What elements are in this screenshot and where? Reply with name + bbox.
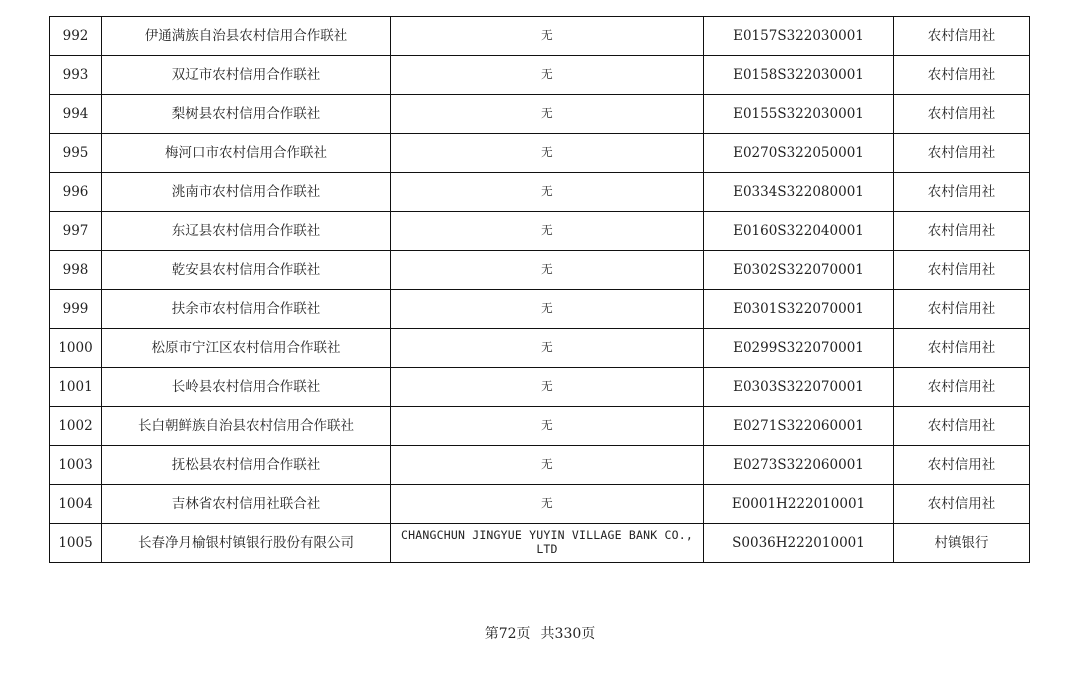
table-row	[50, 290, 1030, 329]
institution-name-cell: 双辽市农村信用合作联社	[102, 56, 391, 95]
institution-code-cell: E0299S322070001	[704, 329, 894, 368]
institution-code-cell: E0001H222010001	[704, 485, 894, 524]
table-row	[50, 368, 1030, 407]
english-name-cell: 无	[391, 173, 704, 212]
institution-type-cell: 农村信用社	[894, 446, 1030, 485]
table-row	[50, 524, 1030, 563]
institution-type-cell: 村镇银行	[894, 524, 1030, 563]
english-name-cell: CHANGCHUN JINGYUE YUYIN VILLAGE BANK CO., LTD	[391, 524, 704, 563]
institution-name-cell: 长岭县农村信用合作联社	[102, 368, 391, 407]
institution-name-cell: 东辽县农村信用合作联社	[102, 212, 391, 251]
institution-code-cell: E0271S322060001	[704, 407, 894, 446]
institution-name-cell: 梨树县农村信用合作联社	[102, 95, 391, 134]
institution-type-cell: 农村信用社	[894, 329, 1030, 368]
institution-type-cell: 农村信用社	[894, 407, 1030, 446]
table-row	[50, 173, 1030, 212]
row-number-cell: 994	[50, 95, 102, 134]
institution-code-cell: E0270S322050001	[704, 134, 894, 173]
english-name-cell: 无	[391, 134, 704, 173]
institution-code-cell: E0303S322070001	[704, 368, 894, 407]
institution-type-cell: 农村信用社	[894, 56, 1030, 95]
institution-code-cell: E0160S322040001	[704, 212, 894, 251]
institution-code-cell: E0158S322030001	[704, 56, 894, 95]
institution-code-cell: E0302S322070001	[704, 251, 894, 290]
row-number-cell: 999	[50, 290, 102, 329]
institution-name-cell: 吉林省农村信用社联合社	[102, 485, 391, 524]
institution-type-cell: 农村信用社	[894, 17, 1030, 56]
table-row	[50, 251, 1030, 290]
institution-type-cell: 农村信用社	[894, 95, 1030, 134]
institution-type-cell: 农村信用社	[894, 134, 1030, 173]
english-name-cell: 无	[391, 485, 704, 524]
row-number-cell: 1003	[50, 446, 102, 485]
institution-code-cell: E0157S322030001	[704, 17, 894, 56]
institution-code-cell: E0301S322070001	[704, 290, 894, 329]
row-number-cell: 1002	[50, 407, 102, 446]
institution-code-cell: E0334S322080001	[704, 173, 894, 212]
institution-type-cell: 农村信用社	[894, 290, 1030, 329]
english-name-cell: 无	[391, 329, 704, 368]
table-row	[50, 17, 1030, 56]
row-number-cell: 1005	[50, 524, 102, 563]
institution-table	[49, 16, 1030, 563]
row-number-cell: 1000	[50, 329, 102, 368]
table-row	[50, 446, 1030, 485]
institution-type-cell: 农村信用社	[894, 173, 1030, 212]
english-name-cell: 无	[391, 290, 704, 329]
english-name-cell: 无	[391, 95, 704, 134]
row-number-cell: 992	[50, 17, 102, 56]
row-number-cell: 1001	[50, 368, 102, 407]
english-name-cell: 无	[391, 446, 704, 485]
english-name-cell: 无	[391, 56, 704, 95]
institution-code-cell: E0273S322060001	[704, 446, 894, 485]
institution-type-cell: 农村信用社	[894, 368, 1030, 407]
table-row	[50, 134, 1030, 173]
institution-code-cell: S0036H222010001	[704, 524, 894, 563]
table-row	[50, 56, 1030, 95]
english-name-cell: 无	[391, 407, 704, 446]
institution-name-cell: 扶余市农村信用合作联社	[102, 290, 391, 329]
table-row	[50, 407, 1030, 446]
row-number-cell: 993	[50, 56, 102, 95]
english-name-cell: 无	[391, 251, 704, 290]
institution-type-cell: 农村信用社	[894, 212, 1030, 251]
row-number-cell: 997	[50, 212, 102, 251]
table-row	[50, 329, 1030, 368]
english-name-cell: 无	[391, 212, 704, 251]
institution-name-cell: 洮南市农村信用合作联社	[102, 173, 391, 212]
row-number-cell: 1004	[50, 485, 102, 524]
institution-type-cell: 农村信用社	[894, 251, 1030, 290]
english-name-cell: 无	[391, 368, 704, 407]
institution-name-cell: 伊通满族自治县农村信用合作联社	[102, 17, 391, 56]
institution-code-cell: E0155S322030001	[704, 95, 894, 134]
row-number-cell: 995	[50, 134, 102, 173]
row-number-cell: 998	[50, 251, 102, 290]
total-pages: 共330页	[540, 626, 596, 642]
institution-name-cell: 松原市宁江区农村信用合作联社	[102, 329, 391, 368]
institution-name-cell: 长白朝鲜族自治县农村信用合作联社	[102, 407, 391, 446]
institution-name-cell: 长春净月榆银村镇银行股份有限公司	[102, 524, 391, 563]
english-name-cell: 无	[391, 17, 704, 56]
institution-table-container	[49, 16, 1030, 563]
table-row	[50, 212, 1030, 251]
institution-name-cell: 梅河口市农村信用合作联社	[102, 134, 391, 173]
institution-table-body	[50, 17, 1030, 563]
institution-name-cell: 乾安县农村信用合作联社	[102, 251, 391, 290]
row-number-cell: 996	[50, 173, 102, 212]
table-row	[50, 95, 1030, 134]
institution-type-cell: 农村信用社	[894, 485, 1030, 524]
institution-name-cell: 抚松县农村信用合作联社	[102, 446, 391, 485]
table-row	[50, 485, 1030, 524]
page-footer	[0, 623, 1080, 643]
page-number: 第72页	[484, 626, 531, 642]
